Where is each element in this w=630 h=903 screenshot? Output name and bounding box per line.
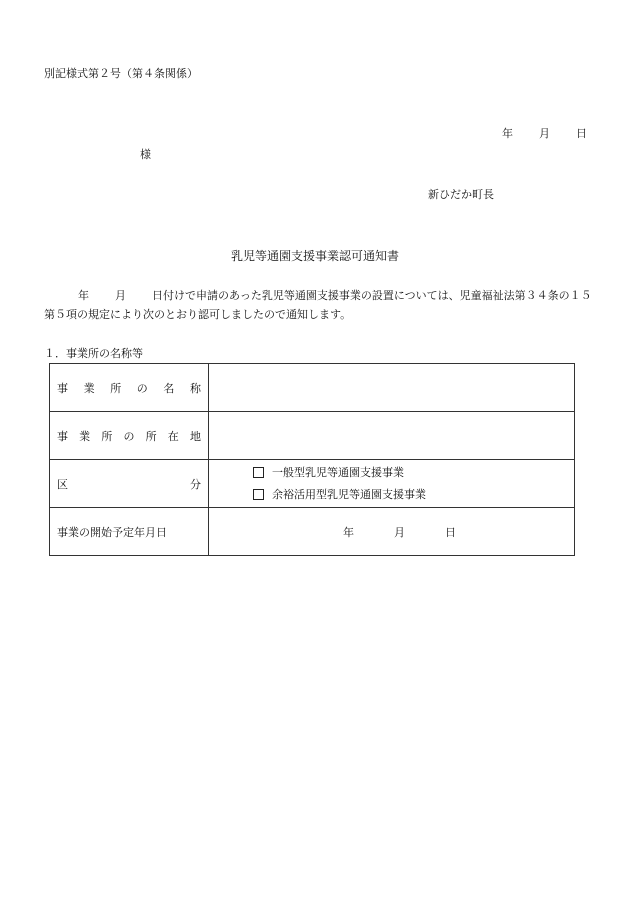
body-year: 年: [78, 289, 89, 302]
start-month: 月: [394, 525, 405, 539]
value-facility-name[interactable]: [209, 364, 575, 412]
label-char: の: [136, 381, 148, 395]
option-surplus[interactable]: [253, 484, 574, 506]
label-start-date: [50, 508, 209, 556]
label-char: 区: [57, 477, 68, 491]
label-text: 事業の開始予定年月日: [57, 525, 167, 539]
label-char: 在: [167, 429, 179, 443]
row-facility-address: [50, 412, 575, 460]
label-char: 所: [101, 429, 113, 443]
addressee-suffix: 様: [140, 148, 151, 161]
label-char: 事: [57, 429, 68, 443]
label-char: 業: [83, 381, 95, 395]
date-month: 月: [539, 127, 550, 140]
label-char: 所: [110, 381, 122, 395]
option-label: 一般型乳児等通園支援事業: [272, 465, 404, 479]
body-month: 月: [115, 289, 126, 302]
label-char: 称: [189, 381, 201, 395]
section-heading: １．事業所の名称等: [44, 347, 143, 360]
option-general[interactable]: [253, 462, 574, 484]
value-facility-address[interactable]: [209, 412, 575, 460]
label-char: 分: [190, 477, 201, 491]
label-char: 地: [189, 429, 201, 443]
document-title: 乳児等通園支援事業認可通知書: [230, 249, 399, 263]
start-day: 日: [445, 525, 456, 539]
row-start-date: [50, 508, 575, 556]
label-facility-address: [50, 412, 209, 460]
row-category: [50, 460, 575, 508]
details-table: [49, 363, 575, 556]
label-char: 業: [79, 429, 91, 443]
issuer-name: 新ひだか町長: [428, 188, 494, 201]
category-options: [209, 460, 575, 508]
body-paragraph: [44, 286, 592, 324]
label-char: 事: [57, 381, 68, 395]
body-text: 日付けで申請のあった乳児等通園支援事業の設置については、児童福祉法第３４条の１５第５項の規定により次のとおり認可しましたので通知します。: [44, 289, 592, 321]
option-label: 余裕活用型乳児等通園支援事業: [272, 487, 426, 501]
value-start-date[interactable]: [209, 508, 575, 556]
checkbox-icon[interactable]: [253, 467, 264, 478]
date-year: 年: [502, 127, 513, 140]
label-facility-name: [50, 364, 209, 412]
label-char: 所: [145, 429, 157, 443]
date-line: [502, 127, 587, 141]
label-char: の: [123, 429, 135, 443]
label-category: [50, 460, 209, 508]
start-year: 年: [343, 525, 354, 539]
row-facility-name: [50, 364, 575, 412]
checkbox-icon[interactable]: [253, 489, 264, 500]
date-day: 日: [576, 127, 587, 140]
form-label: 別記様式第２号（第４条関係）: [44, 67, 198, 80]
label-char: 名: [163, 381, 175, 395]
